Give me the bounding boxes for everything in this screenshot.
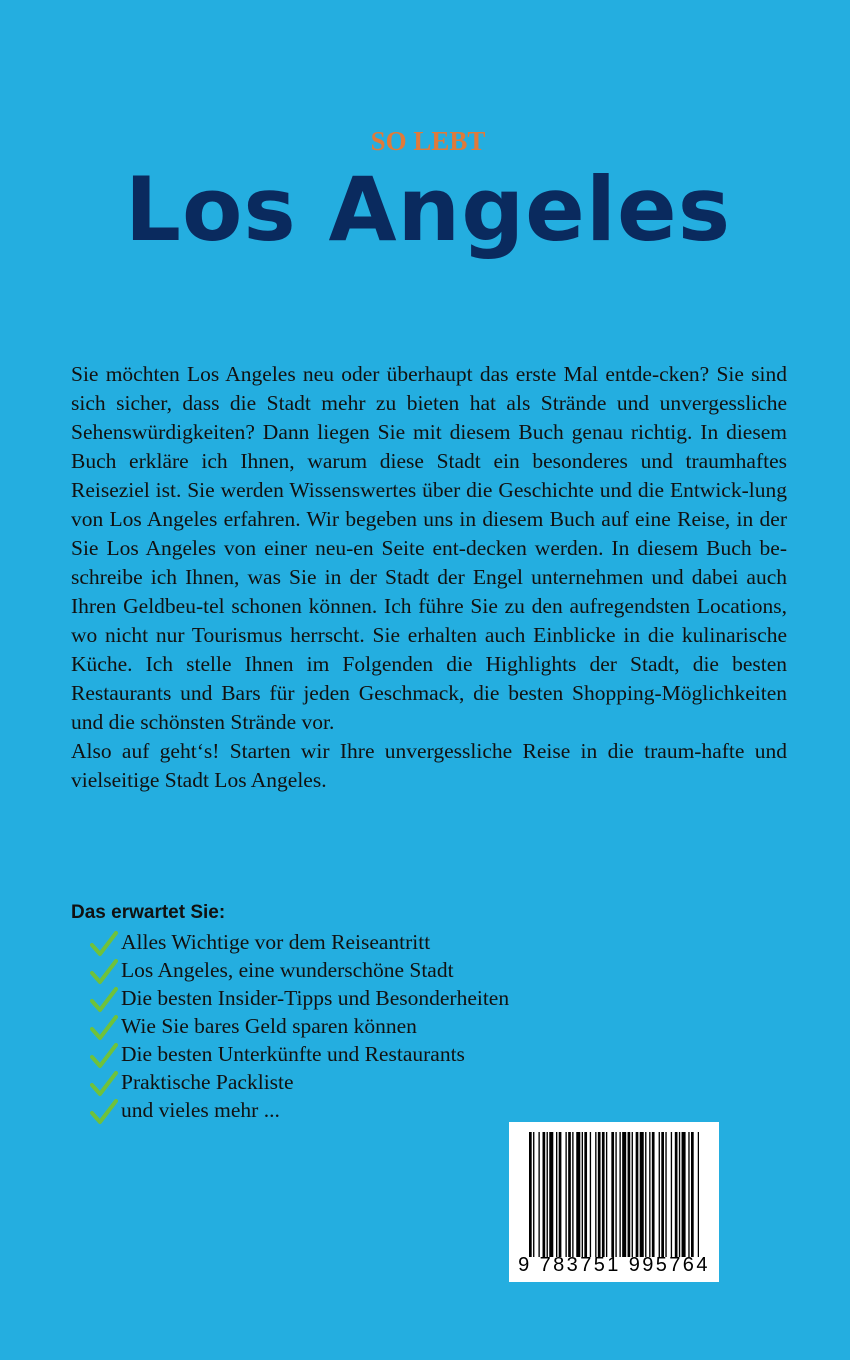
barcode-bar: [538, 1132, 539, 1257]
checkmark-icon: [90, 1071, 118, 1097]
barcode-graphic: [529, 1132, 699, 1257]
barcode-panel: [509, 1122, 719, 1282]
barcode-bar: [576, 1132, 580, 1257]
checkmark-icon: [90, 1015, 118, 1041]
feature-item-label: Alles Wichtige vor dem Reiseantritt: [121, 930, 431, 954]
feature-item: [90, 1096, 509, 1124]
checkmark-icon: [90, 959, 118, 985]
barcode-bar: [582, 1132, 583, 1257]
barcode-bar: [632, 1132, 633, 1257]
feature-item-label: Los Angeles, eine wunderschöne Stadt: [121, 958, 454, 982]
barcode-bar: [698, 1132, 699, 1257]
blurb-paragraph-2: Also auf geht‘s! Starten wir Ihre unvergessliche Reise in die traum-hafte und vielseitige Stadt Los Angeles.: [71, 739, 787, 792]
barcode-bar: [659, 1132, 660, 1257]
feature-item: [90, 1040, 509, 1068]
barcode-bar: [602, 1132, 605, 1257]
feature-item-label: Die besten Insider-Tipps und Besonderheiten: [121, 986, 510, 1010]
barcode-bar: [565, 1132, 566, 1257]
features-heading: Das erwartet Sie:: [71, 902, 226, 923]
features-list: [90, 928, 509, 1124]
feature-item: [90, 956, 509, 984]
checkmark-icon: [90, 1099, 118, 1125]
barcode-bar: [679, 1132, 680, 1257]
barcode-bar: [559, 1132, 562, 1257]
feature-item: [90, 1068, 509, 1096]
barcode-bar: [606, 1132, 607, 1257]
barcode-bar: [619, 1132, 620, 1257]
feature-item-label: Wie Sie bares Geld sparen können: [121, 1014, 417, 1038]
barcode-bar: [556, 1132, 557, 1257]
book-title: Los Angeles: [124, 158, 732, 261]
checkmark-icon: [90, 931, 118, 957]
barcode-bar: [572, 1132, 573, 1257]
checkmark-icon: [90, 987, 118, 1013]
barcode-bar: [622, 1132, 626, 1257]
feature-item: [90, 984, 509, 1012]
barcode-bar: [543, 1132, 546, 1257]
barcode-bar: [549, 1132, 553, 1257]
barcode-bar: [682, 1132, 686, 1257]
barcode-bar: [636, 1132, 639, 1257]
barcode-bar: [529, 1132, 532, 1257]
barcode-bar: [645, 1132, 646, 1257]
barcode-bar: [611, 1132, 614, 1257]
barcode-bar: [675, 1132, 678, 1257]
barcode-bar: [547, 1132, 548, 1257]
barcode-bar: [691, 1132, 694, 1257]
kicker-text: SO LEBT: [370, 126, 486, 156]
barcode-bar: [640, 1132, 644, 1257]
barcode-bar: [649, 1132, 650, 1257]
barcode-bar: [665, 1132, 666, 1257]
barcode-bar: [584, 1132, 587, 1257]
barcode-bar: [598, 1132, 601, 1257]
barcode-bar: [652, 1132, 655, 1257]
barcode-bar: [590, 1132, 591, 1257]
barcode-bar: [628, 1132, 631, 1257]
barcode-bar: [671, 1132, 672, 1257]
feature-item-label: Praktische Packliste: [121, 1070, 294, 1094]
feature-item-label: und vieles mehr ...: [121, 1098, 280, 1122]
feature-item: [90, 928, 509, 956]
barcode-bar: [533, 1132, 534, 1257]
checkmark-icon: [90, 1043, 118, 1069]
barcode-bar: [661, 1132, 664, 1257]
blurb-text: [71, 360, 787, 795]
isbn-number: 9 783751 995764: [518, 1254, 710, 1276]
blurb-paragraph-1: Sie möchten Los Angeles neu oder überhaupt das erste Mal entde-cken? Sie sind sich sicher, dass die Stadt mehr zu bieten hat als Strände und unvergessliche Sehenswürdigkeiten? Dann liegen Sie mit diesem Buch genau richtig. In diesem Buch erkläre ich Ihnen, warum diese Stadt ein besonderes und traumhaftes Reiseziel ist. Sie werden Wissenswertes über die Geschichte und die Entwick-lung von Los Angeles erfahren. Wir begeben uns in diesem Buch auf eine Reise, in der Sie Los Angeles von einer neu-en Seite ent-decken werden. In diesem Buch be-schreibe ich Ihnen, was Sie in der Stadt der Engel unternehmen und dabei auch Ihren Geldbeu-tel schonen können. Ich führe Sie zu den aufregendsten Locations, wo nicht nur Tourismus herrscht. Sie erhalten auch Einblicke in die kulinarische Küche. Ich stelle Ihnen im Folgenden die Highlights der Stadt, die besten Restaurants und Bars für jeden Geschmack, die besten Shopping-Möglichkeiten und die schönsten Strände vor.: [71, 362, 787, 734]
feature-item-label: Die besten Unterkünfte und Restaurants: [121, 1042, 465, 1066]
barcode-bar: [688, 1132, 689, 1257]
barcode-bar: [568, 1132, 571, 1257]
barcode-bar: [595, 1132, 596, 1257]
feature-item: [90, 1012, 509, 1040]
barcode-bar: [615, 1132, 616, 1257]
